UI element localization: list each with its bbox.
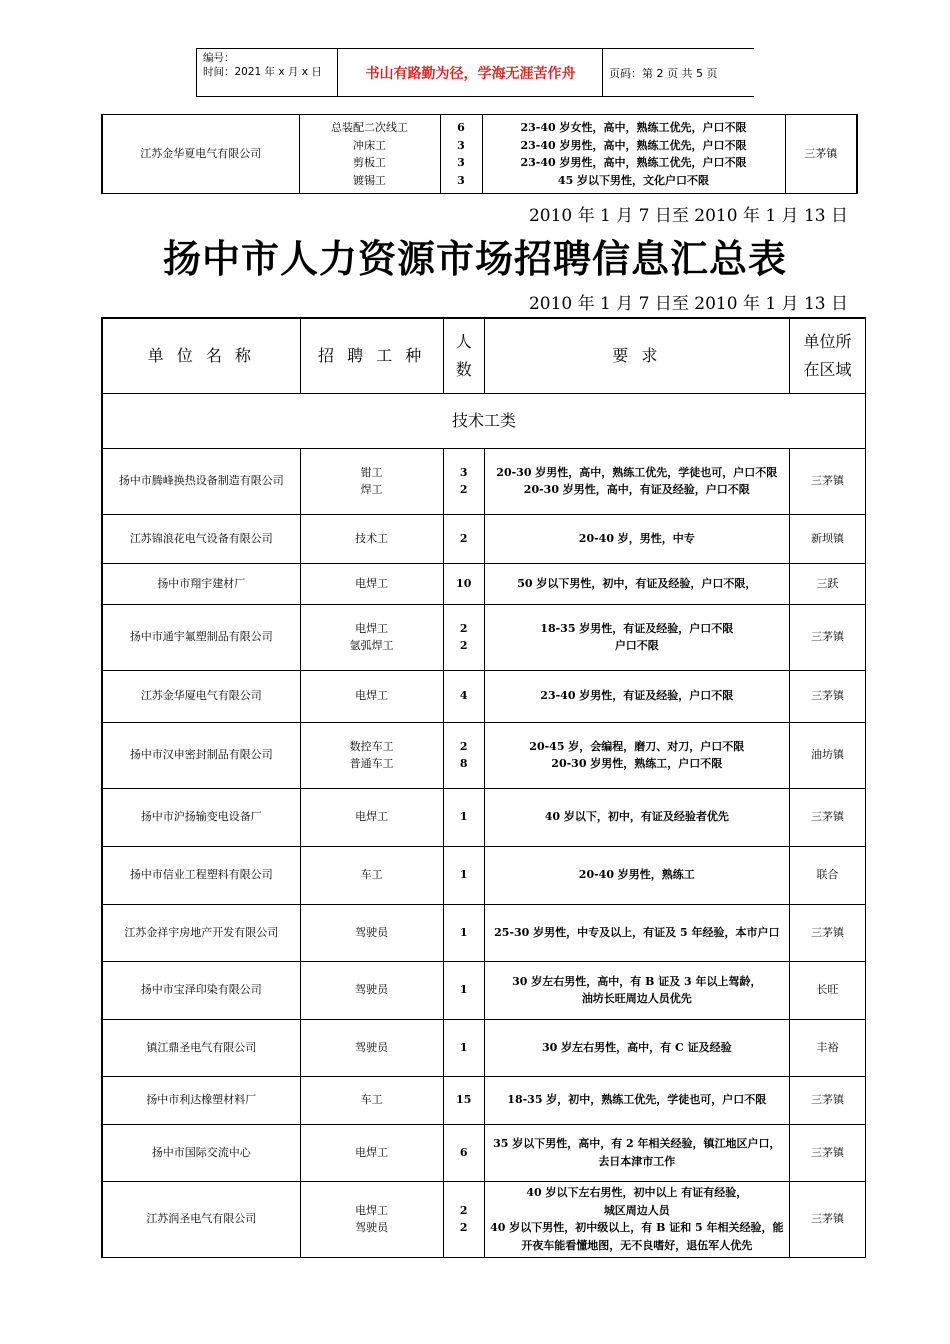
company-cell: 扬中市汉申密封制品有限公司 — [102, 722, 300, 788]
table-body — [102, 448, 866, 1257]
job-line: 电焊工 — [355, 810, 389, 824]
header-count-line: 数 — [455, 359, 472, 379]
section-title: 技术工类 — [102, 393, 866, 448]
req-line: 23-40 岁男性，高中，熟练工优先，户口不限 — [520, 156, 747, 169]
table-row — [102, 1076, 866, 1124]
table-row — [102, 670, 866, 722]
job-line: 氩弧焊工 — [349, 639, 394, 652]
header-company: 单 位 名 称 — [102, 318, 300, 393]
serial-label: 编号： — [203, 52, 235, 64]
job-cell — [300, 961, 443, 1019]
job-line: 焊工 — [360, 483, 383, 496]
count-cell — [443, 1181, 484, 1257]
count-line: 3 — [457, 156, 465, 169]
table-row — [102, 604, 866, 670]
count-cell — [443, 670, 484, 722]
job-cell — [300, 670, 443, 722]
area-cell: 三茅镇 — [789, 1076, 865, 1124]
table-row — [102, 1181, 866, 1257]
count-cell — [443, 1076, 484, 1124]
header-count — [443, 318, 484, 393]
req-line: 20-30 岁男性，高中，熟练工优先，学徒也可，户口不限 — [496, 465, 778, 479]
area-cell: 油坊镇 — [789, 722, 865, 788]
area-cell: 三茅镇 — [789, 448, 865, 514]
area-cell: 新坝镇 — [789, 514, 865, 563]
job-cell — [299, 115, 440, 194]
req-line: 20-30 岁男性，熟练工，户口不限 — [551, 757, 723, 770]
header-area-line: 单位所 — [803, 331, 852, 351]
count-cell — [443, 604, 484, 670]
area-cell: 三茅镇 — [789, 1124, 865, 1181]
job-line: 冲床工 — [353, 138, 386, 152]
header-meta — [197, 49, 338, 96]
header-req: 要 求 — [484, 318, 789, 393]
job-line: 驾驶员 — [355, 983, 389, 997]
area-cell: 丰裕 — [789, 1019, 865, 1076]
count-cell — [443, 1124, 484, 1181]
company-cell: 扬中市通宇氟塑制品有限公司 — [102, 604, 300, 670]
req-cell — [484, 961, 789, 1019]
job-line: 驾驶员 — [355, 1040, 389, 1054]
count-line: 1 — [459, 983, 468, 997]
header-area-line: 在区域 — [803, 359, 852, 379]
req-cell — [484, 514, 789, 563]
table-row — [102, 115, 857, 194]
job-line: 电焊工 — [355, 621, 389, 635]
count-line: 2 — [459, 639, 468, 652]
req-line: 25-30 岁男性，中专及以上，有证及 5 年经验，本市户口 — [494, 925, 780, 939]
job-line: 电焊工 — [355, 576, 389, 590]
job-line: 总装配二次线工 — [331, 121, 408, 134]
count-line: 10 — [456, 576, 472, 590]
job-line: 钳工 — [360, 465, 383, 479]
req-cell — [484, 846, 789, 904]
area-cell: 长旺 — [789, 961, 865, 1019]
header-area — [789, 318, 865, 393]
company-cell: 扬中市翔宇建材厂 — [102, 563, 300, 604]
req-cell — [484, 1124, 789, 1181]
count-line: 2 — [459, 1221, 468, 1234]
req-line: 40 岁以下，初中，有证及经验者优先 — [544, 810, 729, 824]
header-motto: 书山有路勤为径，学海无涯苦作舟 — [339, 49, 603, 96]
count-line: 6 — [457, 121, 465, 134]
count-line: 2 — [459, 621, 468, 635]
count-line: 2 — [459, 483, 468, 496]
section-row — [102, 393, 866, 448]
company-cell: 扬中市腾峰换热设备制造有限公司 — [102, 448, 300, 514]
count-line: 4 — [459, 689, 468, 703]
req-line: 20-45 岁，会编程，磨刀、对刀，户口不限 — [529, 739, 745, 753]
area-cell: 三茅镇 — [789, 788, 865, 846]
area-cell: 三茅镇 — [789, 604, 865, 670]
company-cell: 镇江鼎圣电气有限公司 — [102, 1019, 300, 1076]
req-line: 18-35 岁男性，有证及经验，户口不限 — [540, 621, 734, 635]
req-cell — [484, 604, 789, 670]
req-line: 20-40 岁男性，熟练工 — [578, 868, 695, 882]
table-row — [102, 514, 866, 563]
job-line: 剪板工 — [353, 156, 386, 169]
company-cell: 扬中市利达橡塑材料厂 — [102, 1076, 300, 1124]
req-cell — [484, 448, 789, 514]
job-line: 车工 — [360, 1093, 383, 1107]
table-row — [102, 448, 866, 514]
count-line: 2 — [459, 1203, 468, 1217]
company-cell: 江苏金祥宇房地产开发有限公司 — [102, 904, 300, 961]
req-line: 开夜车能看懂地图，无不良嗜好，退伍军人优先 — [521, 1238, 753, 1252]
table-row — [102, 1124, 866, 1181]
company-cell: 扬中市沪扬输变电设备厂 — [102, 788, 300, 846]
job-cell — [300, 1076, 443, 1124]
req-line: 50 岁以下男性，初中，有证及经验，户口不限， — [517, 576, 757, 590]
table-row — [102, 904, 866, 961]
job-cell — [300, 563, 443, 604]
count-line: 2 — [459, 531, 468, 545]
count-cell — [443, 961, 484, 1019]
area-cell: 三茅镇 — [789, 1181, 865, 1257]
req-cell — [484, 1019, 789, 1076]
req-line: 23-40 岁男性，高中，熟练工优先，户口不限 — [520, 138, 747, 152]
req-line: 23-40 岁女性，高中，熟练工优先，户口不限 — [520, 121, 747, 134]
req-line: 城区周边人员 — [603, 1203, 670, 1217]
recruitment-table — [101, 317, 866, 1258]
area-cell: 三茅镇 — [785, 115, 857, 194]
count-cell — [443, 846, 484, 904]
count-line: 1 — [459, 868, 468, 882]
company-cell: 江苏锦浪花电气设备有限公司 — [102, 514, 300, 563]
company-cell: 扬中市国际交流中心 — [102, 1124, 300, 1181]
job-line: 技术工 — [355, 531, 389, 545]
header-count-line: 人 — [455, 331, 472, 351]
count-line: 3 — [457, 138, 465, 152]
job-line: 电焊工 — [355, 1203, 389, 1217]
job-line: 普通车工 — [349, 757, 394, 770]
req-line: 30 岁左右男性，高中，有 C 证及经验 — [542, 1040, 732, 1054]
job-line: 驾驶员 — [355, 1221, 389, 1234]
job-line: 电焊工 — [355, 689, 389, 703]
job-cell — [300, 514, 443, 563]
area-cell: 联合 — [789, 846, 865, 904]
area-cell: 三茅镇 — [789, 670, 865, 722]
area-cell: 三跃 — [789, 563, 865, 604]
job-cell — [300, 904, 443, 961]
job-cell — [300, 1181, 443, 1257]
count-line: 6 — [459, 1145, 468, 1159]
document-header — [196, 48, 754, 97]
req-line: 23-40 岁男性，有证及经验，户口不限 — [540, 689, 734, 703]
page-title: 扬中市人力资源市场招聘信息汇总表 — [162, 237, 787, 281]
req-cell — [484, 1181, 789, 1257]
date-range-top: 2010 年 1 月 7 日至 2010 年 1 月 13 日 — [528, 206, 848, 226]
req-cell — [484, 563, 789, 604]
job-line: 镀锡工 — [353, 173, 386, 187]
count-line: 15 — [456, 1093, 472, 1107]
company-cell: 江苏润圣电气有限公司 — [102, 1181, 300, 1257]
req-line: 30 岁左右男性，高中，有 B 证及 3 年以上驾龄， — [512, 974, 762, 988]
count-cell — [440, 115, 482, 194]
company-cell: 江苏金华厦电气有限公司 — [102, 670, 300, 722]
req-cell — [484, 904, 789, 961]
req-cell — [484, 788, 789, 846]
count-cell — [443, 722, 484, 788]
req-line: 20-40 岁，男性，中专 — [578, 531, 695, 545]
req-line: 40 岁以下左右男性，初中以上 有证有经验， — [526, 1186, 748, 1199]
req-line: 45 岁以下男性，文化户口不限 — [557, 173, 710, 187]
req-line: 35 岁以下男性，高中，有 2 年相关经验，镇江地区户口， — [493, 1137, 781, 1150]
table-row — [102, 846, 866, 904]
area-cell: 三茅镇 — [789, 904, 865, 961]
count-line: 1 — [459, 925, 468, 939]
job-line: 驾驶员 — [355, 925, 389, 939]
job-cell — [300, 722, 443, 788]
job-line: 车工 — [360, 868, 383, 882]
count-line: 3 — [457, 173, 465, 187]
req-line: 户口不限 — [614, 639, 659, 652]
table-header-row — [102, 318, 866, 393]
count-line: 1 — [459, 810, 468, 824]
company-cell: 扬中市宝泽印染有限公司 — [102, 961, 300, 1019]
table-row — [102, 1019, 866, 1076]
job-cell — [300, 1019, 443, 1076]
job-line: 电焊工 — [355, 1145, 389, 1159]
table-row — [102, 563, 866, 604]
req-cell — [482, 115, 785, 194]
count-cell — [443, 788, 484, 846]
table-row — [102, 722, 866, 788]
job-cell — [300, 448, 443, 514]
job-cell — [300, 1124, 443, 1181]
count-line: 2 — [459, 739, 468, 753]
count-cell — [443, 1019, 484, 1076]
req-cell — [484, 722, 789, 788]
continued-table — [101, 114, 858, 194]
req-line: 18-35 岁，初中，熟练工优先，学徒也可，户口不限 — [507, 1093, 767, 1107]
count-line: 8 — [459, 757, 468, 770]
company-cell: 江苏金华夏电气有限公司 — [102, 115, 299, 194]
job-cell — [300, 846, 443, 904]
req-line: 去日本津市工作 — [598, 1154, 676, 1168]
count-cell — [443, 563, 484, 604]
req-line: 40 岁以下男性，初中级以上，有 B 证和 5 年相关经验，能 — [490, 1221, 784, 1234]
page-info: 页码：第 2 页 共 5 页 — [609, 66, 718, 80]
req-line: 油坊长旺周边人员优先 — [581, 992, 692, 1005]
count-line: 3 — [459, 465, 468, 479]
table-row — [102, 788, 866, 846]
job-cell — [300, 604, 443, 670]
table-row — [102, 961, 866, 1019]
date-range-bottom: 2010 年 1 月 7 日至 2010 年 1 月 13 日 — [528, 294, 848, 314]
count-line: 1 — [459, 1040, 468, 1054]
count-cell — [443, 514, 484, 563]
count-cell — [443, 904, 484, 961]
req-cell — [484, 670, 789, 722]
time-label: 时间：2021 年 x 月 x 日 — [203, 66, 322, 78]
header-job: 招 聘 工 种 — [300, 318, 443, 393]
job-line: 数控车工 — [349, 739, 394, 753]
job-cell — [300, 788, 443, 846]
company-cell: 扬中市信业工程塑料有限公司 — [102, 846, 300, 904]
count-cell — [443, 448, 484, 514]
req-cell — [484, 1076, 789, 1124]
req-line: 20-30 岁男性，高中，有证及经验，户口不限 — [523, 483, 750, 496]
